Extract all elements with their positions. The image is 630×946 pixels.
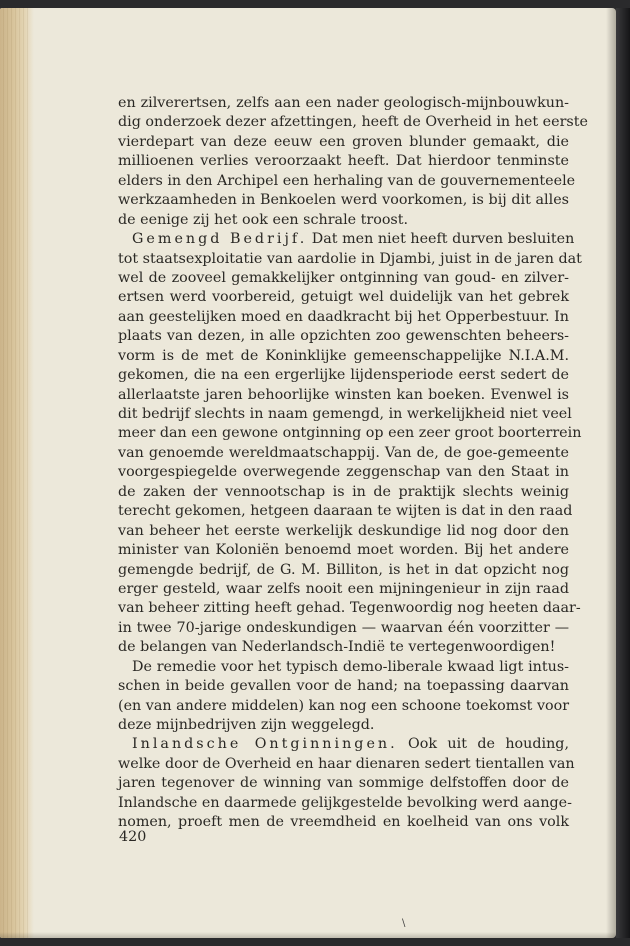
- section-heading: Gemengd Bedrijf.: [132, 231, 308, 248]
- page-number: 420: [119, 829, 147, 845]
- text-line: [118, 755, 575, 774]
- text-line: [118, 813, 569, 832]
- text-line: [118, 522, 569, 541]
- text-line: [118, 541, 569, 560]
- text-line: [118, 580, 569, 599]
- line-text: van beheer zitting heeft gehad. Tegenwoordig nog heeten daar-: [118, 600, 581, 617]
- text-line: [118, 463, 569, 482]
- body-text: [118, 94, 588, 833]
- line-text: plaats van dezen, in alle opzichten zoo gewenschten beheers-: [118, 328, 569, 345]
- line-text: allerlaatste jaren behoorlijke winsten kan boeken. Evenwel is: [118, 386, 569, 403]
- line-text: gekomen, die na een ergerlijke lijdensperiode eerst sedert de: [118, 367, 569, 384]
- line-text: wel de zooveel gemakkelijker ontginning van goud- en zilver-: [118, 269, 569, 286]
- line-text: tot staatsexploitatie van aardolie in Djambi, juist in de jaren dat: [118, 250, 582, 267]
- line-text: in twee 70-jarige ondeskundigen — waarvan één voorzitter —: [118, 619, 569, 636]
- line-text: Ook uit de houding,: [397, 736, 569, 753]
- line-text: dig onderzoek dezer afzettingen, heeft de Overheid in het eerste: [118, 114, 588, 131]
- text-line: [118, 288, 569, 307]
- line-text: schen in beide gevallen voor de hand; na toepassing daarvan: [118, 678, 569, 695]
- line-text: elders in den Archipel een herhaling van de gouvernementeele: [118, 172, 576, 189]
- text-line: [118, 561, 569, 580]
- spine-shadow: [606, 8, 616, 938]
- bottom-shadow: [0, 932, 616, 938]
- margin-mark: \: [402, 918, 406, 929]
- text-line: [118, 658, 569, 677]
- line-text: nomen, proeft men de vreemdheid en koelheid van ons volk: [118, 814, 569, 831]
- text-line: [118, 697, 569, 716]
- line-text: vorm is de met de Koninklijke gemeenschappelijke N.I.A.M.: [118, 347, 569, 364]
- text-line: [118, 424, 582, 443]
- text-line: [118, 774, 569, 793]
- line-text: meer dan een gewone ontginning op een zeer groot boorterrein: [118, 425, 582, 442]
- text-line: [118, 619, 569, 638]
- line-text: Inlandsche en daarmede gelijkgestelde bevolking werd aange-: [118, 794, 572, 811]
- binding-edge: [616, 8, 630, 938]
- text-line: [118, 211, 569, 230]
- text-line: [118, 599, 581, 618]
- text-line: [118, 794, 572, 813]
- line-text: werkzaamheden in Benkoelen werd voorkomen, is bij dit alles: [118, 192, 569, 209]
- line-text: de zaken der vennootschap is in de praktijk slechts weinig: [118, 483, 569, 500]
- line-text: vierdepart van deze eeuw een groven blunder gemaakt, die: [118, 133, 569, 150]
- line-text: van genoemde wereldmaatschappij. Van de, de goe-gemeente: [118, 444, 569, 461]
- text-line: [118, 308, 569, 327]
- line-text: ertsen werd voorbereid, getuigt wel duidelijk van het gebrek: [118, 289, 569, 306]
- line-text: voorgespiegelde overwegende zeggenschap van den Staat in: [118, 464, 569, 481]
- text-line: [118, 94, 569, 113]
- page-edge: [0, 8, 34, 938]
- line-text: de belangen van Nederlandsch-Indië te vertegenwoordigen!: [118, 639, 556, 656]
- text-line: [118, 444, 569, 463]
- text-line: [118, 172, 576, 191]
- text-line: [118, 327, 569, 346]
- line-text: van beheer het eerste werkelijk deskundige lid nog door den: [118, 522, 569, 539]
- text-line: [118, 347, 569, 366]
- line-text: welke door de Overheid en haar dienaren sedert tientallen van: [118, 755, 575, 772]
- text-line: [118, 269, 569, 288]
- text-line: [118, 191, 569, 210]
- text-line: [118, 230, 575, 249]
- line-text: terecht gekomen, hetgeen daaraan te wijten is dat in den raad: [118, 503, 573, 520]
- line-text: deze mijnbedrijven zijn weggelegd.: [118, 717, 375, 733]
- text-line: [118, 716, 569, 735]
- text-line: [118, 366, 569, 385]
- line-text: aan geestelijken moed en daadkracht bij het Opperbestuur. In: [118, 308, 569, 325]
- text-line: [118, 113, 588, 132]
- text-line: [118, 405, 572, 424]
- line-text: millioenen verlies veroorzaakt heeft. Dat hierdoor tenminste: [118, 153, 569, 170]
- text-line: [118, 250, 582, 269]
- line-text: erger gesteld, waar zelfs nooit een mijningenieur in zijn raad: [118, 580, 569, 597]
- line-text: minister van Koloniën benoemd moet worden. Bij het andere: [118, 542, 569, 559]
- line-text: De remedie voor het typisch demo-liberale kwaad ligt intus-: [132, 658, 569, 675]
- text-line: [118, 133, 569, 152]
- line-text: gemengde bedrijf, de G. M. Billiton, is het in dat opzicht nog: [118, 561, 569, 578]
- section-heading: Inlandsche Ontginningen.: [132, 736, 398, 753]
- text-line: [118, 502, 573, 521]
- text-line: [118, 677, 569, 696]
- line-text: jaren tegenover de winning van sommige delfstoffen door de: [118, 775, 569, 792]
- text-line: [118, 638, 569, 657]
- text-line: [118, 152, 569, 171]
- line-text: de eenige zij het ook een schrale troost.: [118, 211, 409, 228]
- text-line: [118, 386, 569, 405]
- line-text: Dat men niet heeft durven besluiten: [307, 231, 575, 248]
- text-line: [118, 735, 569, 754]
- line-text: en zilverertsen, zelfs aan een nader geologisch-mijnbouwkun-: [118, 95, 569, 111]
- text-line: [118, 483, 569, 502]
- line-text: dit bedrijf slechts in naam gemengd, in werkelijkheid niet veel: [118, 406, 572, 422]
- line-text: (en van andere middelen) kan nog een schoone toekomst voor: [118, 697, 570, 714]
